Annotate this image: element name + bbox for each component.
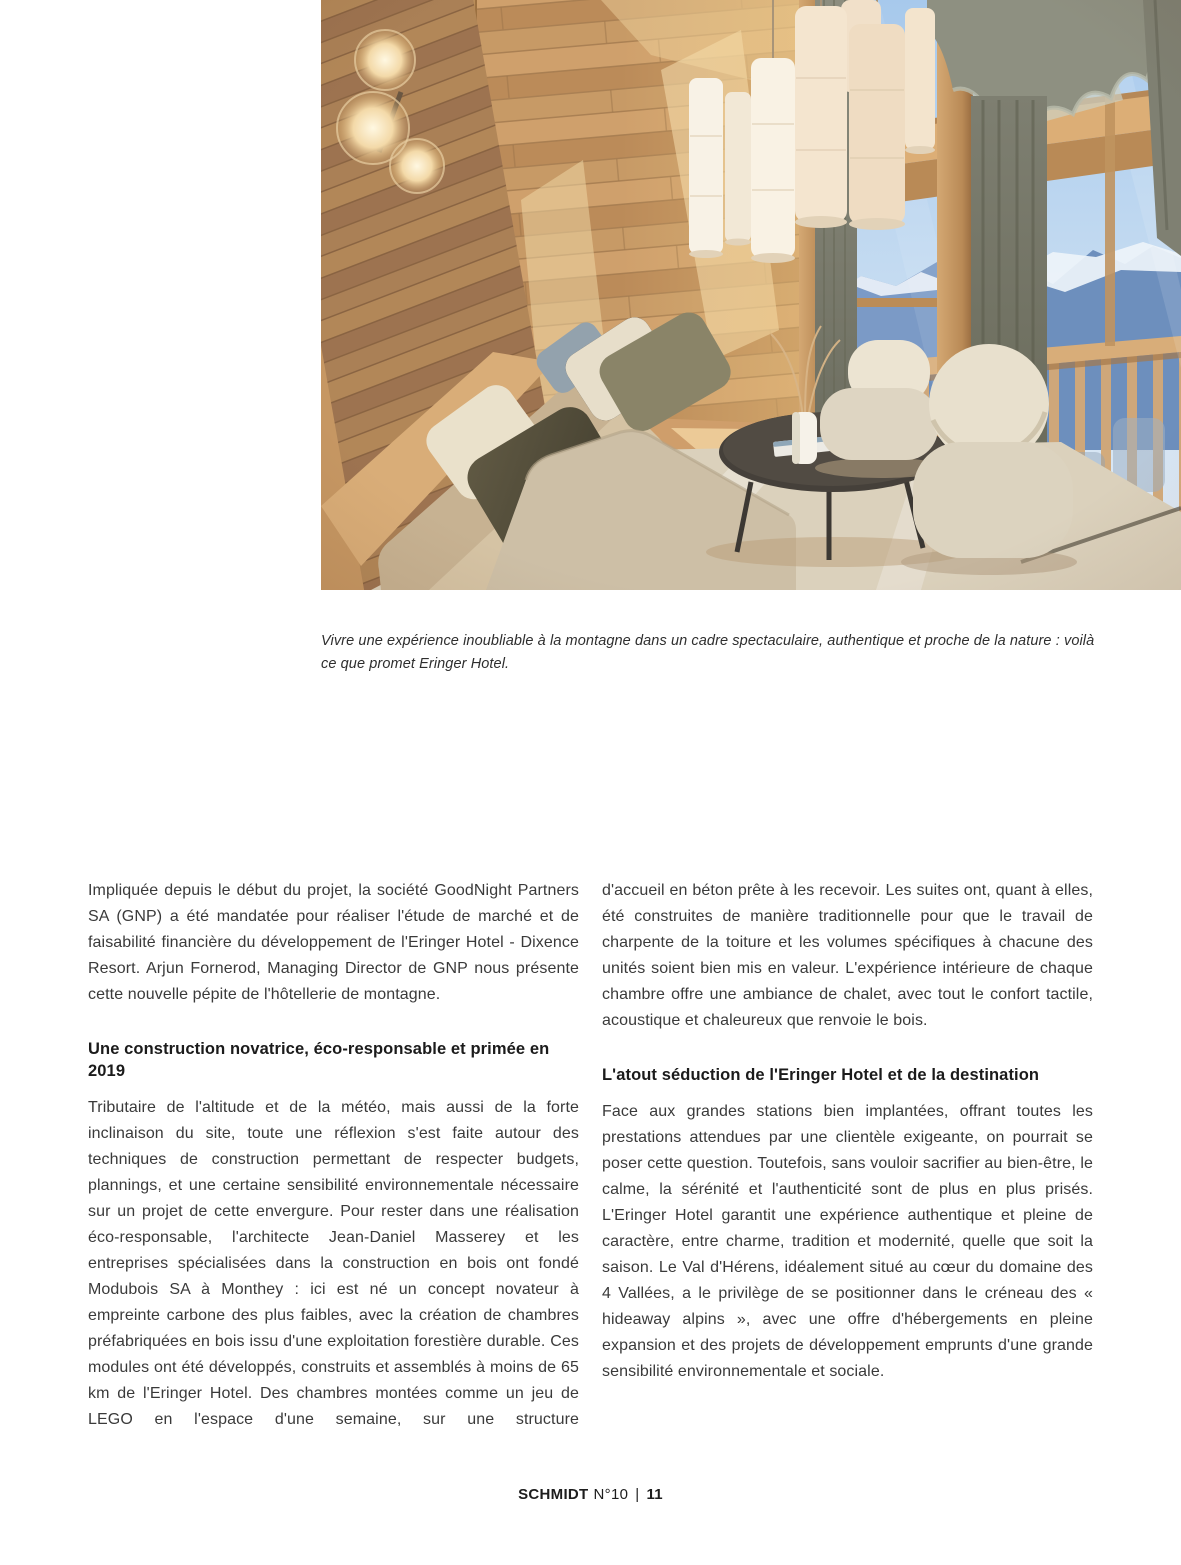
footer-issue: N°10 (593, 1486, 629, 1503)
section-heading-construction: Une construction novatrice, éco-responsable et primée en 2019 (88, 1040, 550, 1080)
body-paragraph-destination: Face aux grandes stations bien implantées, offrant toutes les prestations attendues par une clientèle exigeante, on pourrait se poser cette question. Toutefois, sans vouloir sacrifier au bien-être, le calme, la sérénité et l'authenticité sont de plus en plus prisés. L'Eringer Hotel garantit une expérience authentique et pleine de caractère, entre charme, tradition et modernité, quelle que soit la saison. Le Val d'Hérens, idéalement situé au cœur du domaine des 4 Vallées, a le privilège de se positionner dans le créneau des « hideaway alpins », avec une offre d'hébergements en pleine expansion et des projets de développement emprunts d'une grande sensibilité environnementale et sociale. (602, 1103, 1093, 1380)
body-paragraph-construction: Tributaire de l'altitude et de la météo, mais aussi de la forte inclinaison du site, toute une réflexion s'est faite autour des techniques de construction permettant de respecter budgets, plannings, et une certaine sensibilité environnementale nécessaire sur un projet de cette envergure. Pour rester dans une réalisation éco-responsable, l'architecte Jean-Daniel Masserey et les entreprises spécialisées dans la construction en bois ont fondé Modubois SA à Monthey : ici est né un concept novateur à empreinte carbone des plus faibles, avec la création de chambres préfabriquées en bois issu d'une exploitation forestière durable. Ces modules ont été développés, construits et assemblés à moins de 65 km de l'Eringer Hotel. Des chambres montées comme un jeu de LEGO en l'espace d'une semaine, sur une structure (88, 1099, 579, 1428)
body-paragraph-suites: d'accueil en béton prête à les recevoir. Les suites ont, quant à elles, été construites de manière traditionnelle pour que le travail de charpente de la toiture et les volumes spécifiques à chacune des unités soient bien mis en valeur. L'expérience intérieure de chaque chambre offre une ambiance de chalet, avec tout le confort tactile, acoustique et chaleureux que renvoie le bois. (602, 882, 1093, 1029)
footer-separator: | (635, 1486, 640, 1503)
hero-photo (321, 0, 1181, 590)
footer-page-number: 11 (646, 1486, 663, 1503)
hero-photo-illustration (321, 0, 1181, 590)
section-heading-atout: L'atout séduction de l'Eringer Hotel et de la destination (602, 1066, 1040, 1084)
photo-caption: Vivre une expérience inoubliable à la montagne dans un cadre spectaculaire, authentique et proche de la nature : voilà ce que promet Eringer Hotel. (321, 632, 1095, 672)
vignette (321, 0, 1181, 590)
footer-brand: SCHMIDT (518, 1486, 589, 1503)
page-footer (0, 1486, 1181, 1503)
article-column-left (88, 878, 579, 1433)
article-column-right (602, 878, 1093, 1385)
intro-paragraph: Impliquée depuis le début du projet, la société GoodNight Partners SA (GNP) a été mandatée pour réaliser l'étude de marché et de faisabilité financière du développement de l'Eringer Hotel - Dixence Resort. Arjun Fornerod, Managing Director de GNP nous présente cette nouvelle pépite de l'hôtellerie de montagne. (88, 882, 579, 1003)
